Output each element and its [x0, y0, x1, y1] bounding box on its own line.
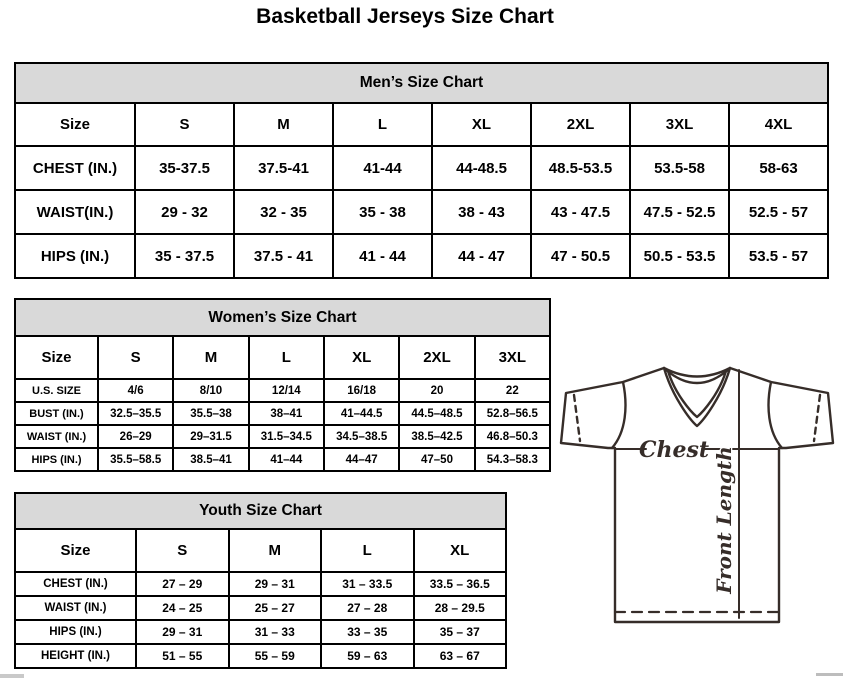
cell: 33.5 – 36.5: [414, 572, 507, 596]
cell: 41–44.5: [324, 402, 399, 425]
cell: 35 – 37: [414, 620, 507, 644]
women-col-header: S: [98, 336, 173, 379]
men-col-header: L: [333, 103, 432, 146]
cell: 32.5–35.5: [98, 402, 173, 425]
row-label: WAIST(IN.): [15, 190, 135, 234]
cell: 31 – 33.5: [321, 572, 414, 596]
youth-table-title: Youth Size Chart: [15, 493, 506, 529]
cell: 27 – 29: [136, 572, 229, 596]
row-label: WAIST (IN.): [15, 425, 98, 448]
women-col-header: 3XL: [475, 336, 550, 379]
cell: 44-48.5: [432, 146, 531, 190]
cell: 25 – 27: [229, 596, 322, 620]
youth-table-caption-row: [15, 493, 506, 529]
cell: 35.5–58.5: [98, 448, 173, 471]
cell: 38.5–42.5: [399, 425, 474, 448]
cell: 35.5–38: [173, 402, 248, 425]
cell: 27 – 28: [321, 596, 414, 620]
row-label: WAIST (IN.): [15, 596, 136, 620]
cell: 29 – 31: [136, 620, 229, 644]
women-col-header: M: [173, 336, 248, 379]
men-table-title: Men’s Size Chart: [15, 63, 828, 103]
table-row: [15, 448, 550, 471]
women-table-title: Women’s Size Chart: [15, 299, 550, 336]
table-row: [15, 190, 828, 234]
cell: 44 - 47: [432, 234, 531, 278]
women-col-header: XL: [324, 336, 399, 379]
cell: 4/6: [98, 379, 173, 402]
cell: 54.3–58.3: [475, 448, 550, 471]
cell: 41-44: [333, 146, 432, 190]
cell: 8/10: [173, 379, 248, 402]
women-col-header: L: [249, 336, 324, 379]
men-col-header: M: [234, 103, 333, 146]
cell: 31.5–34.5: [249, 425, 324, 448]
cell: 44–47: [324, 448, 399, 471]
table-row: [15, 146, 828, 190]
cell: 16/18: [324, 379, 399, 402]
cell: 32 - 35: [234, 190, 333, 234]
horizontal-scrollbar-fragment-left[interactable]: [0, 674, 24, 678]
cell: 63 – 67: [414, 644, 507, 668]
cell: 35-37.5: [135, 146, 234, 190]
women-size-table: [14, 298, 551, 472]
men-col-header: S: [135, 103, 234, 146]
cell: 51 – 55: [136, 644, 229, 668]
women-table-caption-row: [15, 299, 550, 336]
cell: 41 - 44: [333, 234, 432, 278]
youth-size-header: Size: [15, 529, 136, 572]
row-label: HIPS (IN.): [15, 448, 98, 471]
row-label: HIPS (IN.): [15, 234, 135, 278]
men-size-header: Size: [15, 103, 135, 146]
cell: 33 – 35: [321, 620, 414, 644]
cell: 37.5-41: [234, 146, 333, 190]
cell: 24 – 25: [136, 596, 229, 620]
left-armhole-seam: [612, 382, 625, 448]
cell: 47 - 50.5: [531, 234, 630, 278]
cell: 38.5–41: [173, 448, 248, 471]
chest-label: Chest: [638, 437, 710, 463]
row-label: BUST (IN.): [15, 402, 98, 425]
cell: 58-63: [729, 146, 828, 190]
table-row: [15, 644, 506, 668]
table-row: [15, 402, 550, 425]
cell: 55 – 59: [229, 644, 322, 668]
row-label: HEIGHT (IN.): [15, 644, 136, 668]
row-label: CHEST (IN.): [15, 572, 136, 596]
cell: 38–41: [249, 402, 324, 425]
jersey-outline: [561, 368, 833, 622]
youth-size-table: [14, 492, 507, 669]
front-length-label: Front Length: [712, 446, 736, 594]
cell: 12/14: [249, 379, 324, 402]
youth-col-header: M: [229, 529, 322, 572]
men-col-header: 4XL: [729, 103, 828, 146]
youth-col-header: XL: [414, 529, 507, 572]
right-sleeve-dashed-line: [814, 395, 820, 441]
cell: 31 – 33: [229, 620, 322, 644]
women-size-header: Size: [15, 336, 98, 379]
table-row: [15, 234, 828, 278]
table-row: [15, 572, 506, 596]
men-col-header: XL: [432, 103, 531, 146]
cell: 35 - 38: [333, 190, 432, 234]
table-row: [15, 596, 506, 620]
cell: 47–50: [399, 448, 474, 471]
cell: 34.5–38.5: [324, 425, 399, 448]
cell: 43 - 47.5: [531, 190, 630, 234]
cell: 26–29: [98, 425, 173, 448]
row-label: U.S. SIZE: [15, 379, 98, 402]
women-header-row: [15, 336, 550, 379]
cell: 47.5 - 52.5: [630, 190, 729, 234]
cell: 20: [399, 379, 474, 402]
cell: 53.5-58: [630, 146, 729, 190]
men-col-header: 2XL: [531, 103, 630, 146]
jersey-measurement-diagram: [558, 360, 841, 626]
cell: 37.5 - 41: [234, 234, 333, 278]
table-row: [15, 379, 550, 402]
right-armhole-seam: [769, 382, 782, 448]
youth-col-header: L: [321, 529, 414, 572]
men-table-caption-row: [15, 63, 828, 103]
cell: 52.8–56.5: [475, 402, 550, 425]
cell: 59 – 63: [321, 644, 414, 668]
youth-header-row: [15, 529, 506, 572]
cell: 48.5-53.5: [531, 146, 630, 190]
men-col-header: 3XL: [630, 103, 729, 146]
left-sleeve-dashed-line: [574, 395, 580, 441]
cell: 41–44: [249, 448, 324, 471]
table-row: [15, 620, 506, 644]
cell: 52.5 - 57: [729, 190, 828, 234]
cell: 22: [475, 379, 550, 402]
page-title: Basketball Jerseys Size Chart: [256, 5, 554, 28]
cell: 53.5 - 57: [729, 234, 828, 278]
horizontal-scrollbar-fragment-right[interactable]: [816, 673, 843, 676]
cell: 50.5 - 53.5: [630, 234, 729, 278]
cell: 29 - 32: [135, 190, 234, 234]
row-label: HIPS (IN.): [15, 620, 136, 644]
table-row: [15, 425, 550, 448]
cell: 44.5–48.5: [399, 402, 474, 425]
cell: 46.8–50.3: [475, 425, 550, 448]
cell: 29 – 31: [229, 572, 322, 596]
men-size-table: [14, 62, 829, 279]
men-header-row: [15, 103, 828, 146]
women-col-header: 2XL: [399, 336, 474, 379]
row-label: CHEST (IN.): [15, 146, 135, 190]
youth-col-header: S: [136, 529, 229, 572]
cell: 28 – 29.5: [414, 596, 507, 620]
cell: 29–31.5: [173, 425, 248, 448]
cell: 38 - 43: [432, 190, 531, 234]
cell: 35 - 37.5: [135, 234, 234, 278]
